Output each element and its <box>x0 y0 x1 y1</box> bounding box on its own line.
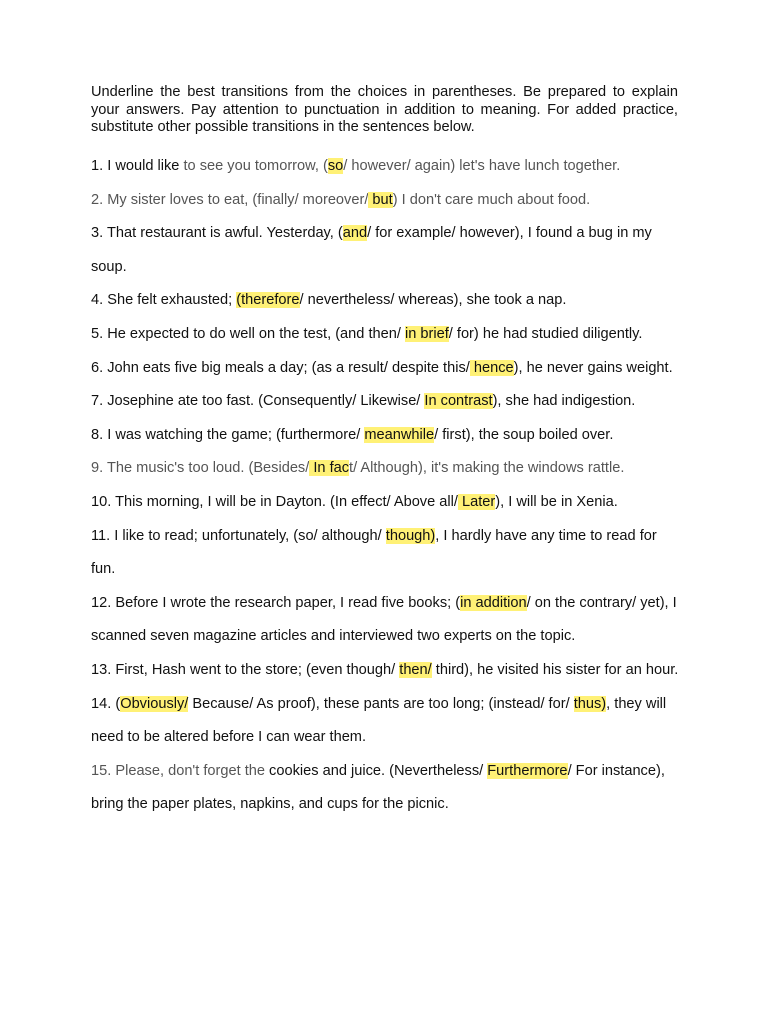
exercise-item <box>91 486 681 520</box>
highlighted-transition: hence <box>469 359 514 376</box>
sentence-text: / first), the soup boiled over. <box>434 426 614 443</box>
sentence-text: He expected to do well on the test, (and then/ <box>103 325 405 342</box>
sentence-text: I like to read; unfortunately, (so/ although/ <box>110 527 386 544</box>
highlighted-transition: then/ <box>399 661 432 678</box>
sentence-text: Because/ As proof), these pants are too long; (instead/ for/ <box>188 695 574 712</box>
highlighted-transition: (therefore <box>236 292 300 309</box>
highlighted-transition: but <box>368 191 393 208</box>
item-number: 13. <box>91 661 112 678</box>
exercise-item <box>91 520 681 587</box>
item-number: 5. <box>91 325 104 342</box>
sentence-text: / For instance), bring the paper plates, napkins, and cups for the picnic. <box>91 762 665 813</box>
exercise-item <box>91 755 681 822</box>
sentence-text: That restaurant is awful. Yesterday, ( <box>103 225 343 242</box>
highlighted-transition: Furthermore <box>487 762 568 779</box>
exercise-item <box>91 184 681 218</box>
exercise-item <box>91 150 681 184</box>
sentence-text: / for) he had studied diligently. <box>448 325 643 342</box>
sentence-text: ) I don't care much about food. <box>392 191 591 208</box>
exercise-item <box>91 284 681 318</box>
sentence-text: / however/ again) let's have lunch together. <box>343 158 621 174</box>
sentence-text: ), he never gains weight. <box>513 359 673 376</box>
highlighted-transition: though) <box>385 527 436 544</box>
item-number: 4. <box>91 292 104 309</box>
highlighted-transition: so <box>327 158 344 174</box>
exercise-item <box>91 352 681 386</box>
highlighted-transition: meanwhile <box>364 426 435 443</box>
exercise-item <box>91 217 681 284</box>
highlighted-transition: and <box>342 225 368 242</box>
sentence-text: This morning, I will be in Dayton. (In effect/ Above all/ <box>111 493 458 510</box>
item-number: 3. <box>91 225 104 242</box>
sentence-text: third), he visited his sister for an hour. <box>431 661 679 678</box>
sentence-text: ), I will be in Xenia. <box>495 493 618 510</box>
highlighted-transition: in brief <box>404 325 449 342</box>
item-number: 14. <box>91 695 112 712</box>
highlighted-transition: thus) <box>573 695 607 712</box>
sentence-text: ( <box>111 695 121 712</box>
sentence-text: Please, don't forget the <box>111 762 265 779</box>
sentence-text: / for example/ however), I found a bug in my soup. <box>91 225 652 275</box>
sentence-text: , I hardly have any time to read for fun. <box>91 527 657 578</box>
sentence-text: My sister loves to eat, (finally/ moreover/ <box>103 191 369 208</box>
sentence-text: First, Hash went to the store; (even though/ <box>111 661 400 678</box>
sentence-text: She felt exhausted; <box>103 292 237 309</box>
sentence-text: Before I wrote the research paper, I read five books; ( <box>111 594 461 611</box>
sentence-text: / nevertheless/ whereas), she took a nap. <box>299 292 567 309</box>
highlighted-transition: In fac <box>309 460 350 477</box>
sentence-text: ), she had indigestion. <box>492 393 636 410</box>
sentence-text: t/ Although), it's making the windows rattle. <box>349 460 625 477</box>
sentence-text: The music's too loud. (Besides/ <box>103 460 310 477</box>
instructions-paragraph: Underline the best transitions from the choices in parentheses. Be prepared to explain your answers. Pay attention to punctuation in addition to meaning. For added practice, substitute other possible transitions in the sentences below. <box>91 84 678 135</box>
exercise-item <box>91 688 681 755</box>
sentence-text: cookies and juice. (Nevertheless/ <box>265 762 488 779</box>
item-number: 11. <box>91 527 111 544</box>
exercise-item <box>91 419 681 453</box>
item-number: 2. <box>91 191 104 208</box>
item-number: 12. <box>91 594 112 611</box>
sentence-text: I would like <box>103 158 184 174</box>
exercise-item <box>91 452 681 486</box>
highlighted-transition: Obviously/ <box>120 695 189 712</box>
exercise-item <box>91 385 681 419</box>
exercise-item <box>91 587 681 654</box>
sentence-text: Josephine ate too fast. (Consequently/ Likewise/ <box>103 393 425 410</box>
sentence-text: to see you tomorrow, ( <box>183 158 328 174</box>
item-number: 8. <box>91 426 104 443</box>
sentence-text: I was watching the game; (furthermore/ <box>103 426 365 443</box>
sentence-text: John eats five big meals a day; (as a result/ despite this/ <box>103 359 470 376</box>
exercise-list <box>0 150 768 822</box>
item-number: 10. <box>91 493 112 510</box>
highlighted-transition: in addition <box>460 594 527 611</box>
highlighted-transition: Later <box>457 493 496 510</box>
item-number: 7. <box>91 393 104 410</box>
sentence-text: / on the contrary/ yet), I scanned seven magazine articles and interviewed two experts on the topic. <box>91 594 677 645</box>
item-number: 9. <box>91 460 104 477</box>
highlighted-transition: In contrast <box>424 393 493 410</box>
item-number: 15. <box>91 762 112 779</box>
item-number: 6. <box>91 359 104 376</box>
exercise-item <box>91 654 681 688</box>
item-number: 1. <box>91 158 104 174</box>
sentence-text: , they will need to be altered before I can wear them. <box>91 695 667 746</box>
exercise-item <box>91 318 681 352</box>
